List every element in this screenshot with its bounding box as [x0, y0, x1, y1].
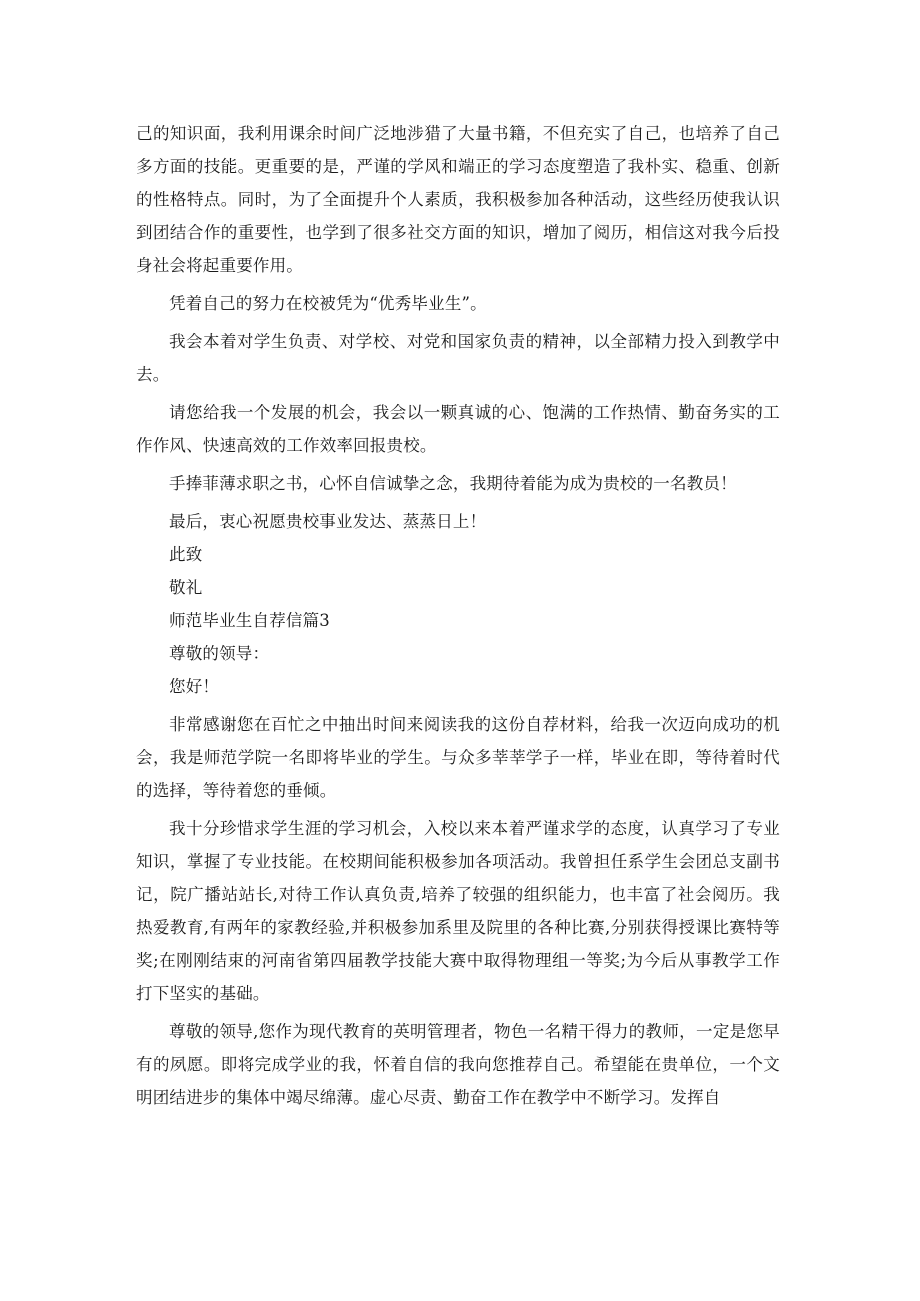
salutation: 尊敬的领导：	[169, 644, 270, 663]
paragraph-study: 我十分珍惜求学生涯的学习机会，入校以来本着严谨求学的态度，认真学习了专业知识，掌握了专业技能。在校期间能积极参加各项活动。我曾担任系学生会团总支副书记，院广播站站长,对待工作认真负责,培养了较强的组织能力，也丰富了社会阅历。我热爱教育,有两年的家教经验,并积极参加系里及院里的各种比赛,分别获得授课比赛特等奖;在刚刚结束的河南省第四届教学技能大赛中取得物理组一等奖;为今后从事教学工作打下坚实的基础。	[136, 819, 780, 1003]
paragraph-commitment: 我会本着对学生负责、对学校、对党和国家负责的精神，以全部精力投入到教学中去。	[136, 332, 780, 384]
paragraph-continuation: 己的知识面，我利用课余时间广泛地涉猎了大量书籍，不但充实了自己，也培养了自己多方面的技能。更重要的是，严谨的学风和端正的学习态度塑造了我朴实、稳重、创新的性格特点。同时，为了全面提升个人素质，我积极参加各种活动，这些经历使我认识到团结合作的重要性，也学到了很多社交方面的知识，增加了阅历，相信这对我今后投身社会将起重要作用。	[136, 124, 780, 275]
closing-line-2: 敬礼	[169, 578, 203, 597]
paragraph-honor: 凭着自己的努力在校被凭为“优秀毕业生”。	[169, 294, 487, 313]
closing-line-1: 此致	[169, 545, 203, 564]
document-page	[136, 117, 780, 1114]
paragraph-wishes: 最后，衷心祝愿贵校事业发达、蒸蒸日上！	[169, 512, 487, 531]
paragraph-thanks: 非常感谢您在百忙之中抽出时间来阅读我的这份自荐材料，给我一次迈向成功的机会，我是师范学院一名即将毕业的学生。与众多莘莘学子一样，毕业在即，等待着时代的选择，等待着您的垂倾。	[136, 715, 780, 800]
section-title: 师范毕业生自荐信篇3	[169, 611, 330, 630]
paragraph-expectation: 手捧菲薄求职之书，心怀自信诚挚之念，我期待着能为成为贵校的一名教员！	[169, 474, 737, 493]
greeting: 您好！	[169, 677, 220, 696]
paragraph-recommendation: 尊敬的领导,您作为现代教育的英明管理者，物色一名精干得力的教师，一定是您早有的夙愿。即将完成学业的我，怀着自信的我向您推荐自己。希望能在贵单位，一个文明团结进步的集体中竭尽绵薄。虚心尽责、勤奋工作在教学中不断学习。发挥自	[136, 1022, 780, 1107]
paragraph-request: 请您给我一个发展的机会，我会以一颗真诚的心、饱满的工作热情、勤奋务实的工作作风、快速高效的工作效率回报贵校。	[136, 403, 780, 455]
